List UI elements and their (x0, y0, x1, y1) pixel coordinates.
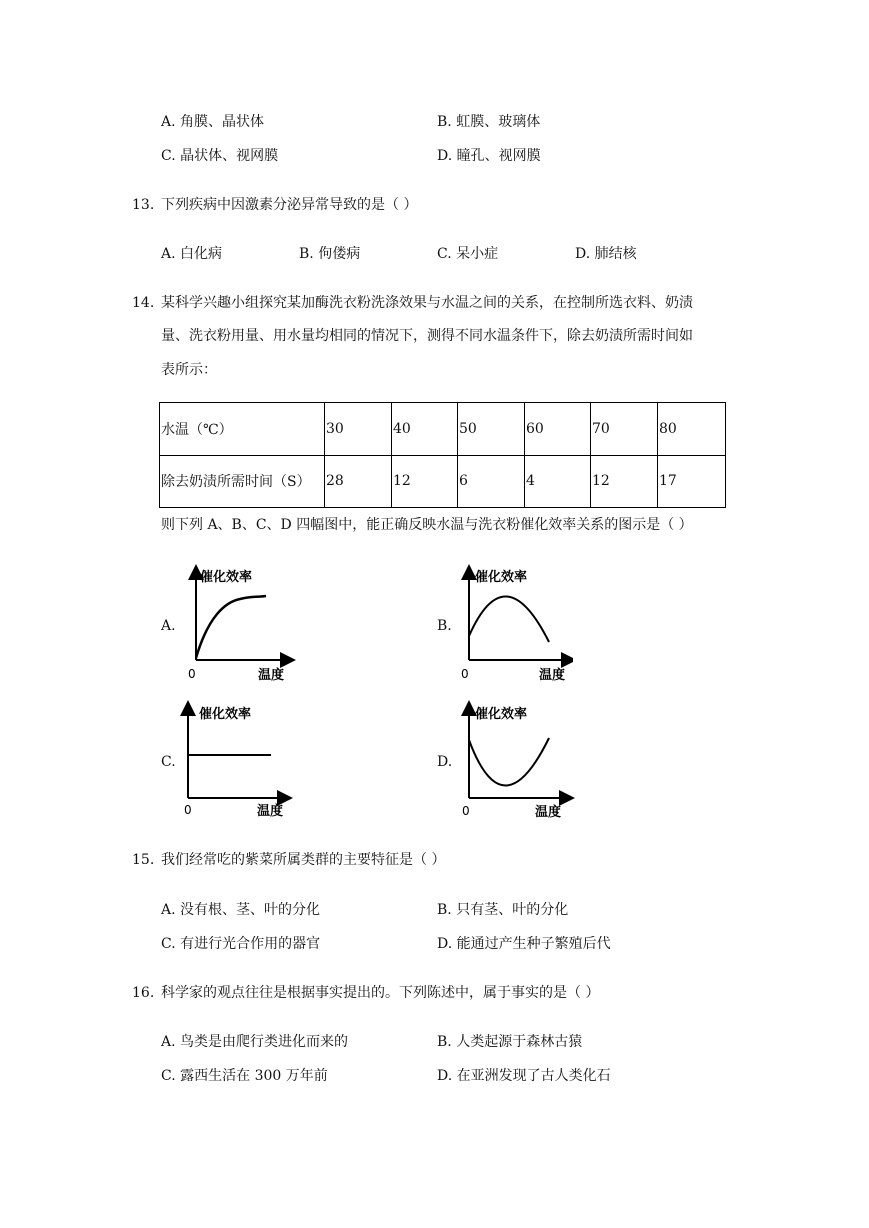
graph-c (175, 700, 295, 822)
table-row-header: 水温（℃） (160, 403, 325, 456)
q14-follow-text: 则下列 A、B、C、D 四幅图中，能正确反映水温与洗衣粉催化效率关系的图示是（ ） (161, 517, 693, 533)
origin-label: 0 (462, 804, 470, 818)
q16-stem: 科学家的观点往往是根据事实提出的。下列陈述中，属于事实的是（ ） (161, 985, 600, 1001)
graph-a (180, 562, 300, 684)
q15-option-a: A. 没有根、茎、叶的分化 (161, 902, 321, 918)
q12-option-a: A. 角膜、晶状体 (161, 114, 265, 130)
q12-option-d: D. 瞳孔、视网膜 (437, 148, 541, 164)
q13-option-b: B. 佝偻病 (299, 246, 361, 262)
y-axis-label: 催化效率 (475, 570, 528, 585)
q14-stem-line1: 某科学兴趣小组探究某加酶洗衣粉洗涤效果与水温之间的关系，在控制所选衣料、奶渍 (161, 295, 693, 311)
x-axis-label: 温度 (535, 805, 562, 820)
origin-label: 0 (184, 803, 192, 817)
y-axis-label: 催化效率 (200, 570, 253, 585)
q13-option-a: A. 白化病 (161, 246, 223, 262)
q13-stem: 下列疾病中因激素分泌异常导致的是（ ） (161, 197, 418, 213)
q14-number: 14. (132, 295, 155, 311)
q15-option-d: D. 能通过产生种子繁殖后代 (437, 936, 611, 952)
y-axis-label: 催化效率 (199, 707, 252, 722)
table-cell: 70 (591, 403, 658, 456)
curve-saturating-rise (196, 596, 266, 658)
q16-option-a: A. 鸟类是由爬行类进化而来的 (161, 1034, 349, 1050)
table-cell: 17 (658, 455, 726, 508)
q15-stem: 我们经常吃的紫菜所属类群的主要特征是（ ） (161, 852, 446, 868)
q16-option-d: D. 在亚洲发现了古人类化石 (437, 1068, 611, 1084)
q15-number: 15. (132, 852, 155, 868)
table-cell: 28 (325, 455, 392, 508)
q15-option-b: B. 只有茎、叶的分化 (437, 902, 569, 918)
water-temperature-table (159, 402, 726, 508)
q14-stem-line3: 表所示： (161, 362, 217, 378)
graph-label-c: C. (161, 754, 176, 770)
graph-d (455, 700, 575, 822)
x-axis-label: 温度 (257, 804, 284, 819)
table-cell: 12 (591, 455, 658, 508)
q13-number: 13. (132, 197, 155, 213)
y-axis-label: 催化效率 (475, 707, 528, 722)
table-cell: 12 (392, 455, 458, 508)
q13-option-c: C. 呆小症 (437, 246, 499, 262)
table-cell: 50 (458, 403, 525, 456)
x-axis-label: 温度 (258, 668, 285, 683)
origin-label: 0 (188, 667, 196, 681)
table-cell: 30 (325, 403, 392, 456)
table-cell: 40 (392, 403, 458, 456)
table-row (160, 403, 726, 456)
q16-option-c: C. 露西生活在 300 万年前 (161, 1068, 328, 1084)
q12-option-c: C. 晶状体、视网膜 (161, 148, 279, 164)
graph-label-b: B. (437, 618, 452, 634)
curve-hump (469, 596, 549, 642)
table-cell: 6 (458, 455, 525, 508)
graph-label-d: D. (437, 754, 453, 770)
graph-label-a: A. (161, 618, 176, 634)
graph-b (453, 562, 573, 684)
table-row-header: 除去奶渍所需时间（S） (160, 455, 325, 508)
q13-option-d: D. 肺结核 (575, 246, 637, 262)
q14-stem-line2: 量、洗衣粉用量、用水量均相同的情况下，测得不同水温条件下，除去奶渍所需时间如 (161, 328, 693, 344)
x-axis-label: 温度 (539, 668, 566, 683)
table-cell: 80 (658, 403, 726, 456)
table-cell: 4 (525, 455, 591, 508)
q12-option-b: B. 虹膜、玻璃体 (437, 114, 541, 130)
curve-valley (469, 738, 549, 786)
origin-label: 0 (461, 667, 469, 681)
q16-number: 16. (132, 985, 155, 1001)
q16-option-b: B. 人类起源于森林古猿 (437, 1034, 583, 1050)
table-row (160, 455, 726, 508)
table-cell: 60 (525, 403, 591, 456)
q15-option-c: C. 有进行光合作用的器官 (161, 936, 321, 952)
